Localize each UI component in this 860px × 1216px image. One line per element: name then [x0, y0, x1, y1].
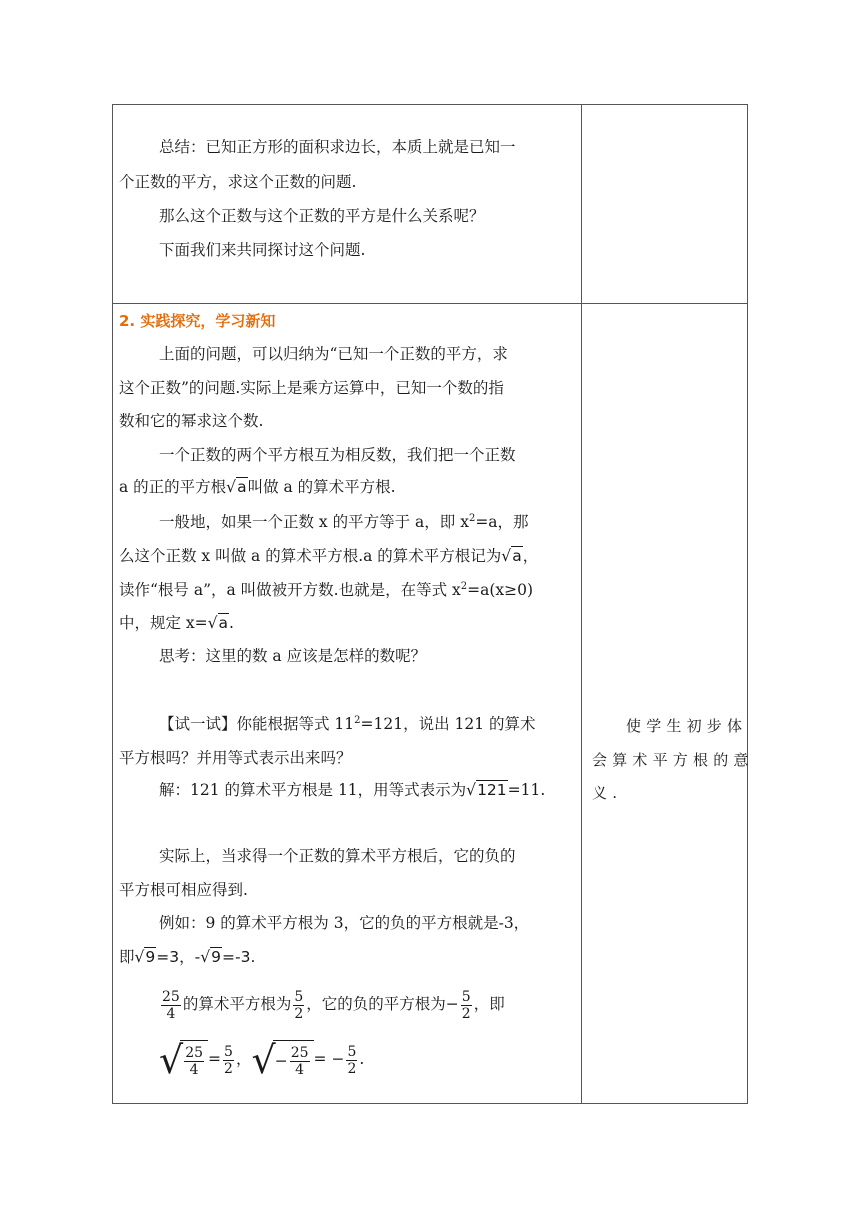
denominator: 4 [295, 1062, 305, 1079]
text-line: 这个正数”的问题.实际上是乘方运算中，已知一个数的指 [119, 379, 504, 397]
text-fragment: 一般地，如果一个正数 x 的平方等于 a，即 x [159, 513, 469, 531]
denominator: 4 [189, 1062, 199, 1079]
text-line: 实际上，当求得一个正数的算术平方根后，它的负的 [159, 847, 516, 865]
text-line: 上面的问题，可以归纳为“已知一个正数的平方，求 [159, 345, 508, 363]
text-line: 数和它的幂求这个数. [119, 412, 264, 430]
text-line [119, 546, 538, 566]
fraction [290, 1045, 310, 1078]
text-fragment: =a(x≥0) [467, 581, 534, 599]
think-line: 思考：这里的数 a 应该是怎样的数呢？ [159, 647, 427, 665]
exploration-cell [113, 304, 581, 1103]
text-fragment: 【试一试】你能根据等式 11 [159, 715, 355, 733]
numerator: 5 [347, 1043, 357, 1060]
radical: √a [501, 547, 522, 565]
text-line [159, 512, 529, 532]
text-fragment: 读作“根号 a”，a 叫做被开方数.也就是，在等式 x [119, 581, 461, 599]
lesson-table [112, 104, 754, 1104]
exponent: 2 [354, 715, 361, 726]
text-fragment: ，即 [473, 995, 505, 1013]
section-heading: 2. 实践探究，学习新知 [119, 312, 276, 330]
radical: √a [207, 614, 229, 632]
note-line: 使学生初步体 [626, 717, 748, 735]
summary-line: 总结：已知正方形的面积求边长，本质上就是已知一 [159, 138, 516, 156]
text-line: 平方根可相应得到. [119, 881, 248, 899]
radicand: a [237, 478, 247, 496]
numerator: 5 [224, 1043, 233, 1060]
text-fragment: 中，规定 x= [119, 614, 208, 632]
text-fragment: ， [235, 1050, 252, 1068]
text-fragment: 叫做 a 的算术平方根. [247, 478, 396, 496]
radical: √− $\frac{25}{4}$ [251, 1039, 313, 1081]
text-fragment: 么这个正数 x 叫做 a 的算术平方根.a 的算术平方根记为 [119, 547, 502, 565]
fraction [161, 989, 181, 1022]
denominator: 4 [166, 1005, 176, 1022]
example-line [119, 947, 255, 967]
numerator: 25 [185, 1045, 204, 1062]
minus-sign: − [445, 995, 459, 1013]
text-fragment: =121，说出 121 的算术 [360, 715, 536, 733]
text-fragment: ， [522, 547, 539, 565]
denominator: 2 [224, 1060, 233, 1077]
example-line: 例如：9 的算术平方根为 3，它的负的平方根就是-3， [159, 914, 530, 932]
fraction [223, 1044, 234, 1077]
radical: √121 [466, 781, 507, 799]
denominator: 2 [461, 1005, 471, 1022]
equals-sign: = − [313, 1050, 345, 1068]
text-fragment: . [359, 1050, 365, 1068]
fraction-line [159, 986, 505, 1022]
definition-line [119, 477, 396, 497]
text-fragment: a 的正的平方根 [119, 478, 227, 496]
text-fragment: . [229, 614, 234, 632]
denominator: 2 [294, 1005, 304, 1022]
note-line: 会算术平方根的意 [592, 751, 754, 769]
note-line: 义. [592, 784, 623, 802]
exponent: 2 [468, 513, 476, 524]
radicand: 9 [145, 948, 156, 966]
radical: √ $\frac{25}{4}$ [159, 1039, 208, 1081]
radicand: a [512, 547, 522, 565]
transition-line: 下面我们来共同探讨这个问题. [159, 241, 366, 259]
text-fragment: 解：121 的算术平方根是 11，用等式表示为 [159, 781, 467, 799]
equals-sign: = [208, 1050, 222, 1068]
radicand: 121 [477, 781, 507, 799]
solution-line [159, 780, 545, 800]
text-fragment: ，它的负的平方根为 [306, 995, 446, 1013]
numerator: 5 [461, 988, 471, 1005]
fraction [293, 989, 304, 1022]
numerator: 25 [290, 1045, 309, 1062]
question-line: 那么这个正数与这个正数的平方是什么关系呢？ [159, 207, 485, 225]
text-fragment: 的算术平方根为 [182, 995, 292, 1013]
numerator: 25 [162, 988, 180, 1005]
text-fragment: =3，- [156, 948, 201, 966]
minus-sign: − [274, 1051, 288, 1070]
radical: √9 [134, 948, 156, 966]
text-fragment: 即 [119, 948, 135, 966]
denominator: 2 [347, 1060, 357, 1077]
teaching-note-cell [582, 304, 754, 1103]
radicand: 9 [211, 948, 221, 966]
text-fragment: =a，那 [475, 513, 529, 531]
text-fragment: =11. [507, 781, 546, 799]
radical: √9 [200, 948, 221, 966]
text-line [119, 580, 533, 600]
radicand: a [218, 614, 229, 632]
summary-cell [113, 105, 581, 303]
exponent: 2 [460, 581, 468, 592]
text-line [119, 613, 234, 633]
radical: √a [226, 478, 247, 496]
fraction [461, 989, 472, 1022]
numerator: 5 [294, 988, 304, 1005]
radical-equation-line [159, 1039, 364, 1081]
text-fragment: =-3. [222, 948, 256, 966]
try-line [159, 714, 536, 734]
summary-line: 个正数的平方，求这个正数的问题. [119, 173, 357, 191]
fraction [184, 1045, 204, 1078]
fraction [346, 1044, 357, 1077]
text-line: 一个正数的两个平方根互为相反数，我们把一个正数 [159, 446, 516, 464]
try-line: 平方根吗？并用等式表示出来吗？ [119, 749, 352, 767]
